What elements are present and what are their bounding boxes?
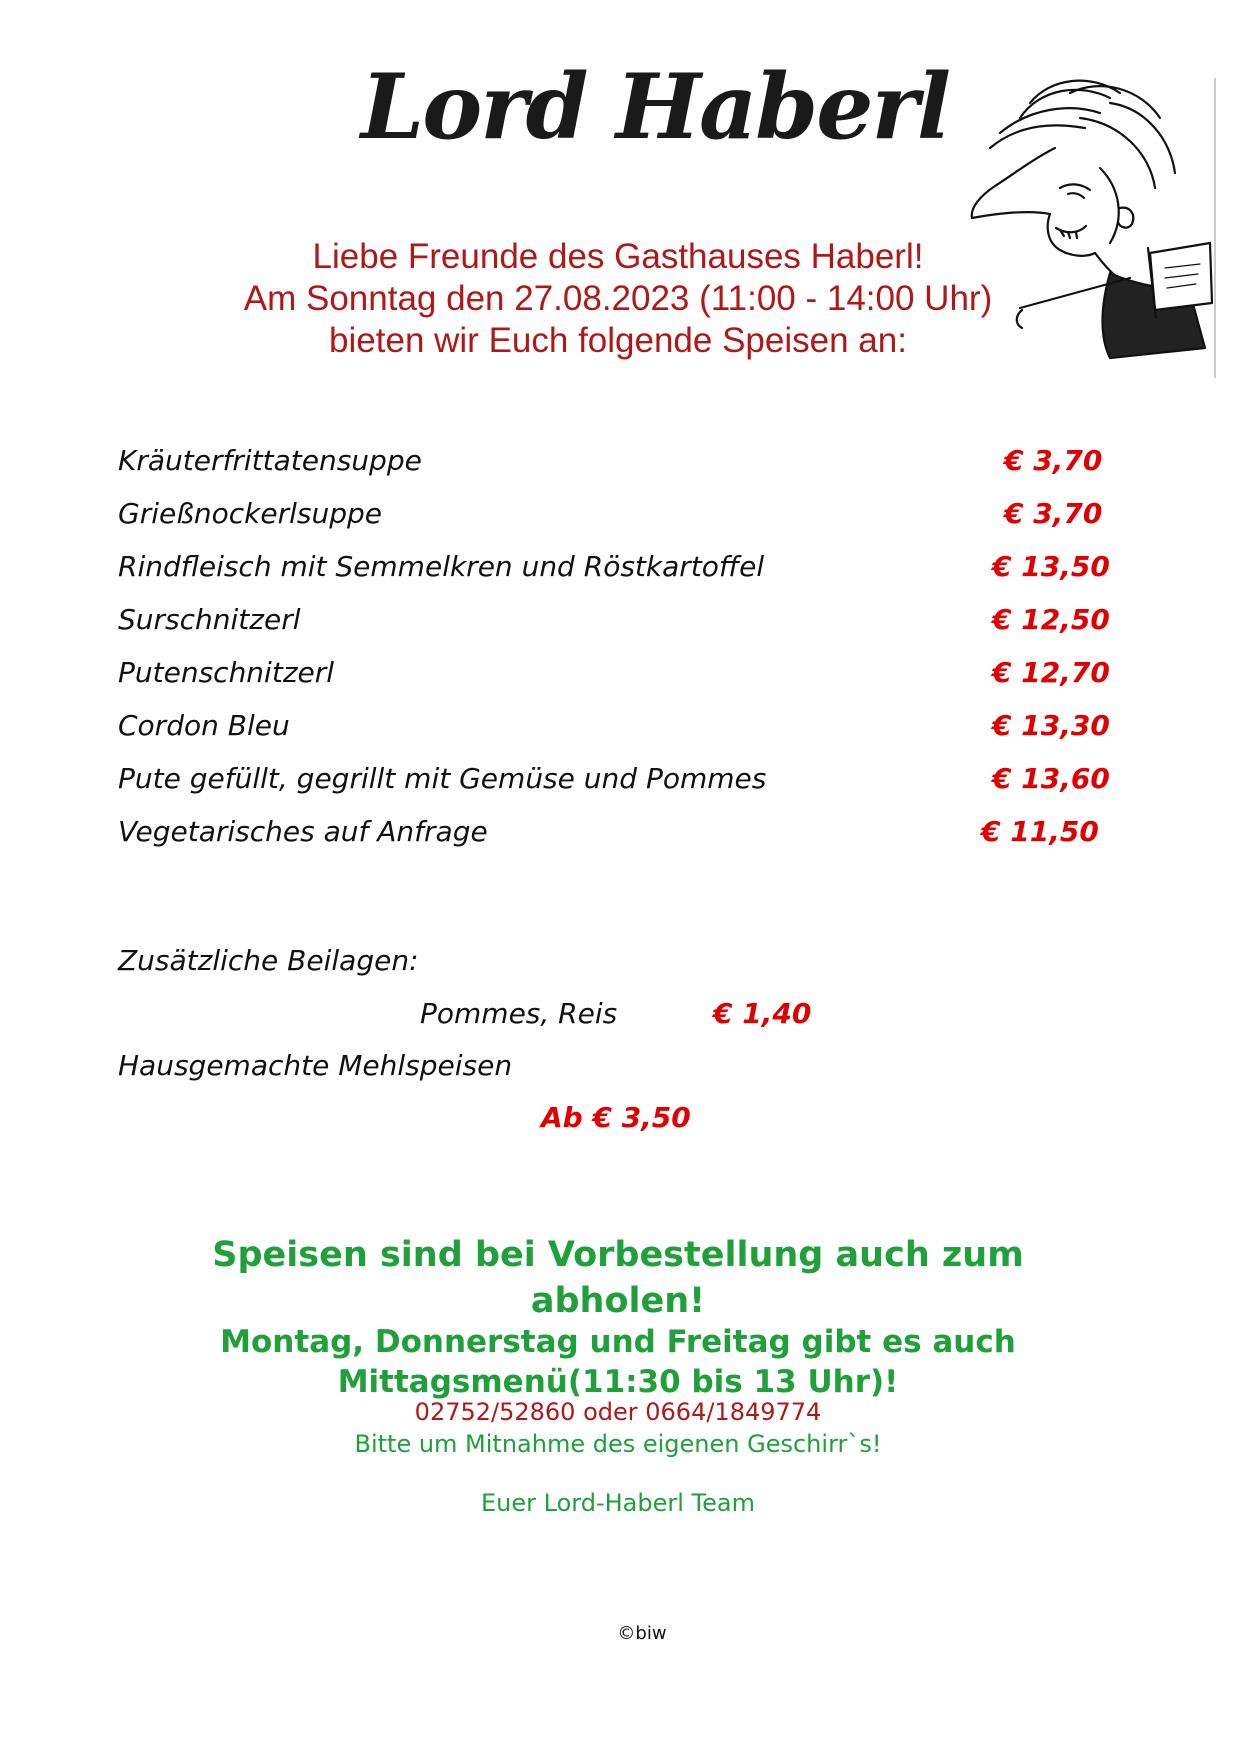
pickup-notice: [0, 1232, 1236, 1324]
menu-item-name: Grießnockerlsuppe: [118, 497, 382, 530]
menu-item: [118, 550, 1118, 600]
restaurant-logo: Lord Haberl: [360, 54, 950, 160]
menu-item-price: € 13,60: [992, 762, 1110, 795]
menu-item-name: Rindfleisch mit Semmelkren und Röstkartoffel: [118, 550, 765, 583]
sides-heading: Zusätzliche Beilagen:: [118, 944, 419, 977]
bring-dishes-note: Bitte um Mitnahme des eigenen Geschirr`s!: [354, 1430, 882, 1458]
sides-item: Pommes, Reis: [420, 997, 618, 1030]
menu-item-price: € 13,50: [992, 550, 1110, 583]
pickup-notice-line: Speisen sind bei Vorbestellung auch zum: [212, 1235, 1024, 1275]
menu-item-name: Vegetarisches auf Anfrage: [118, 815, 488, 848]
menu-item-price: € 3,70: [1004, 444, 1103, 477]
team-signature: Euer Lord-Haberl Team: [481, 1489, 755, 1517]
lunch-menu-line: Montag, Donnerstag und Freitag gibt es auch: [220, 1324, 1016, 1360]
menu-item: [118, 497, 1118, 547]
menu-item: [118, 656, 1118, 706]
desserts-heading: Hausgemachte Mehlspeisen: [118, 1049, 513, 1082]
desserts-price: Ab € 3,50: [541, 1101, 691, 1134]
menu-item-name: Pute gefüllt, gegrillt mit Gemüse und Pommes: [118, 762, 767, 795]
menu-item-price: € 11,50: [981, 815, 1099, 848]
menu-item: [118, 815, 1118, 865]
menu-item: [118, 762, 1118, 812]
intro-line: bieten wir Euch folgende Speisen an:: [329, 321, 907, 360]
menu-item-price: € 3,70: [1004, 497, 1103, 530]
menu-item-price: € 12,50: [992, 603, 1110, 636]
phone-numbers: 02752/52860 oder 0664/1849774: [414, 1398, 822, 1426]
intro-line: Liebe Freunde des Gasthauses Haberl!: [312, 237, 924, 276]
intro-line: Am Sonntag den 27.08.2023 (11:00 - 14:00 Uhr): [243, 279, 993, 318]
sides-price: € 1,40: [713, 997, 812, 1030]
lunch-menu-notice: [0, 1322, 1236, 1402]
menu-item-price: € 12,70: [992, 656, 1110, 689]
pickup-notice-line: abholen!: [530, 1281, 706, 1321]
menu-item-name: Cordon Bleu: [118, 709, 290, 742]
menu-item: [118, 603, 1118, 653]
menu-item: [118, 709, 1118, 759]
intro-text: [0, 236, 1236, 362]
menu-item-name: Kräuterfrittatensuppe: [118, 444, 422, 477]
menu-item: [118, 444, 1118, 494]
lunch-menu-line: Mittagsmenü(11:30 bis 13 Uhr)!: [337, 1364, 899, 1400]
menu-item-name: Surschnitzerl: [118, 603, 301, 636]
menu-item-name: Putenschnitzerl: [118, 656, 335, 689]
menu-item-price: € 13,30: [992, 709, 1110, 742]
copyright: ©biw: [617, 1623, 667, 1644]
